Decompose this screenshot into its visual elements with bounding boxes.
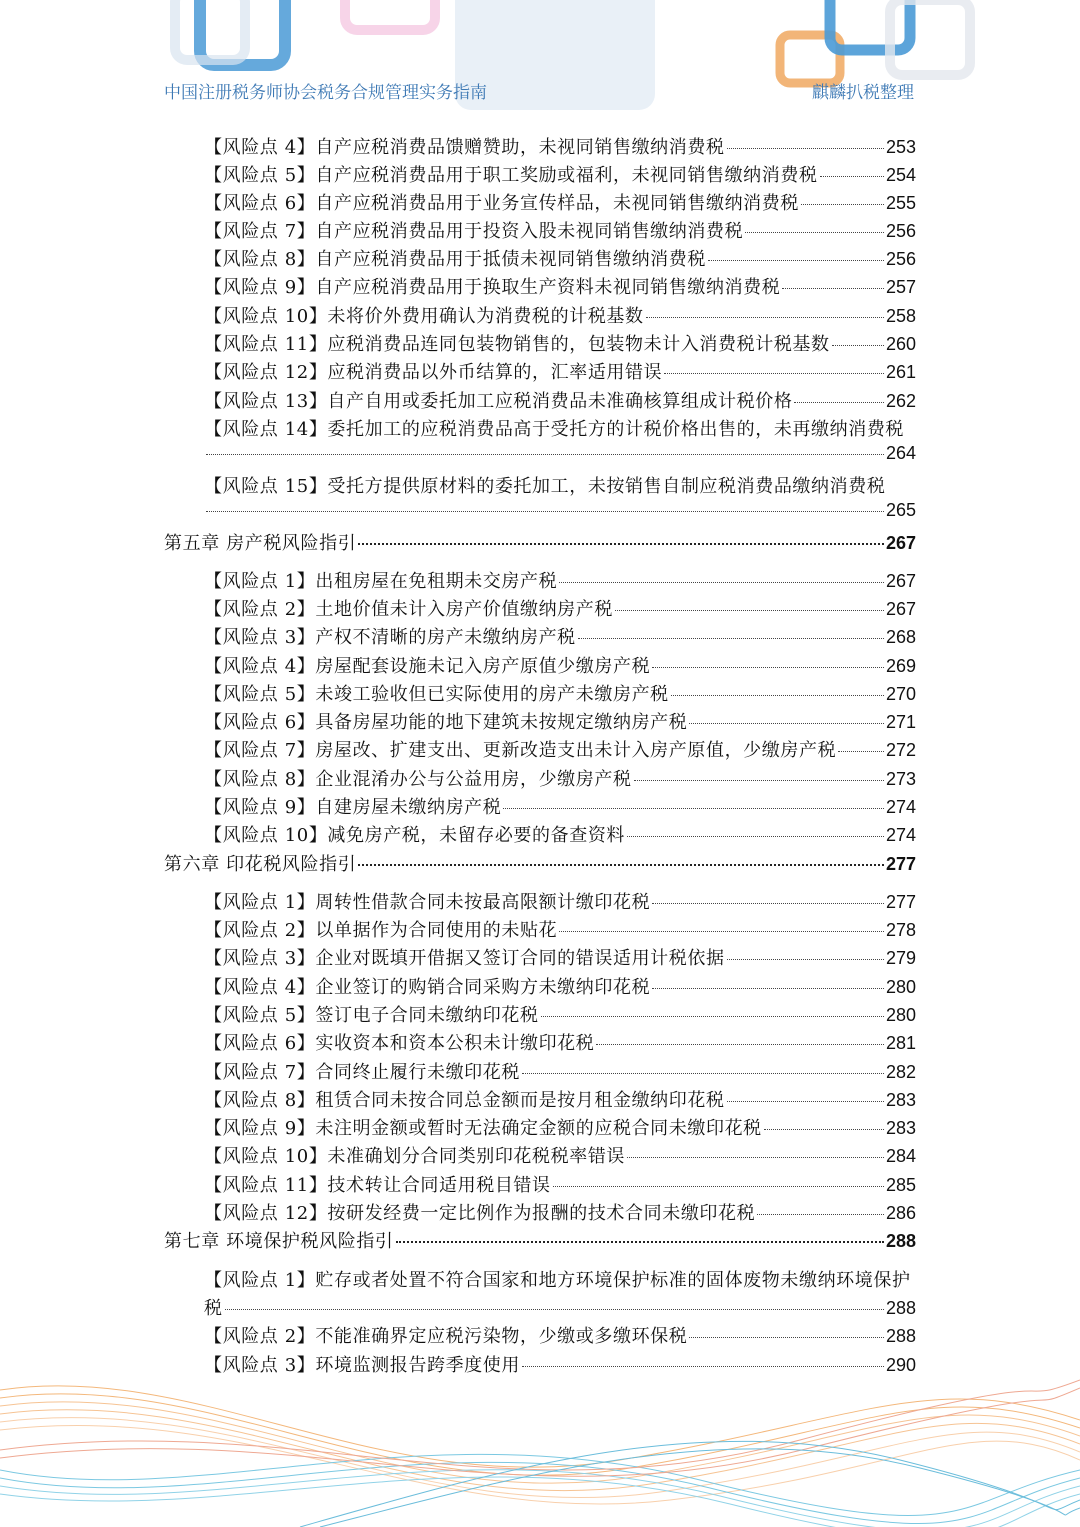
leader-dots: [358, 543, 884, 545]
header-left-title: 中国注册税务师协会税务合规管理实务指南: [164, 83, 487, 103]
toc-entry-label: 【风险点 7】房屋改、扩建支出、更新改造支出未计入房产原值，少缴房产税: [204, 740, 837, 761]
leader-dots: [652, 988, 884, 989]
leader-dots: [664, 373, 884, 374]
toc-entry-page: 279: [885, 948, 916, 968]
toc-entry-page: 281: [885, 1033, 916, 1053]
toc-entry-label: 【风险点 4】房屋配套设施未记入房产原值少缴房产税: [204, 656, 651, 677]
toc-entry[interactable]: [204, 1171, 916, 1197]
toc-entry-page: 277: [885, 892, 916, 912]
toc-entry-label: 【风险点 10】减免房产税，未留存必要的备查资料: [204, 825, 626, 846]
toc-entry-page: 262: [885, 391, 916, 411]
leader-dots: [553, 1186, 884, 1187]
toc-entry-label: 【风险点 3】环境监测报告跨季度使用: [204, 1355, 520, 1376]
toc-entry-page: 257: [885, 277, 916, 297]
toc-entry[interactable]: [204, 1086, 916, 1112]
chapter-label: 第六章 印花税风险指引: [164, 854, 357, 875]
leader-dots: [646, 317, 884, 318]
toc-entry-page: 269: [885, 656, 916, 676]
leader-dots: [206, 511, 884, 512]
toc-entry-label: 【风险点 5】自产应税消费品用于职工奖励或福利，未视同销售缴纳消费税: [204, 165, 818, 186]
leader-dots: [794, 402, 884, 403]
toc-entry-label: 【风险点 1】出租房屋在免租期未交房产税: [204, 571, 558, 592]
toc-entry-label[interactable]: 【风险点 1】贮存或者处置不符合国家和地方环境保护标准的固体废物未缴纳环境保护: [204, 1270, 911, 1291]
toc-entry-label: 【风险点 7】自产应税消费品用于投资入股未视同销售缴纳消费税: [204, 221, 744, 242]
toc-entry-page: 264: [885, 443, 916, 463]
toc-entry[interactable]: [204, 133, 916, 159]
toc-entry[interactable]: [204, 567, 916, 593]
toc-entry-label: 【风险点 10】未将价外费用确认为消费税的计税基数: [204, 306, 644, 327]
toc-chapter-5[interactable]: [164, 529, 916, 555]
toc-entry-page: 261: [885, 362, 916, 382]
leader-dots: [757, 1214, 884, 1215]
toc-entry-label: 【风险点 13】自产自用或委托加工应税消费品未准确核算组成计税价格: [204, 391, 793, 412]
leader-dots: [206, 454, 884, 455]
toc-entry-label[interactable]: 【风险点 15】受托方提供原材料的委托加工，未按销售自制应税消费品缴纳消费税: [204, 476, 886, 497]
toc-entry[interactable]: [204, 358, 916, 384]
header-right-title: 麒麟扒税整理: [812, 83, 914, 103]
leader-dots: [764, 1129, 884, 1130]
toc-entry-page: 268: [885, 627, 916, 647]
chapter-label: 第五章 房产税风险指引: [164, 533, 357, 554]
toc-entry-page: 282: [885, 1062, 916, 1082]
leader-dots: [689, 723, 884, 724]
toc-entry-label: 【风险点 12】应税消费品以外币结算的，汇率适用错误: [204, 362, 663, 383]
toc-entry-label: 【风险点 3】产权不清晰的房产未缴纳房产税: [204, 627, 576, 648]
toc-entry-label: 【风险点 9】自产应税消费品用于换取生产资料未视同销售缴纳消费税: [204, 277, 781, 298]
toc-entry[interactable]: [204, 623, 916, 649]
leader-dots: [559, 931, 884, 932]
toc-entry-page: 271: [885, 712, 916, 732]
leader-dots: [358, 864, 884, 866]
toc-entry[interactable]: [204, 245, 916, 271]
chapter-page: 267: [885, 533, 916, 553]
toc-entry-page: 283: [885, 1118, 916, 1138]
toc-entry[interactable]: [204, 1114, 916, 1140]
leader-dots: [541, 1016, 884, 1017]
toc-entry-page: 260: [885, 334, 916, 354]
toc-entry[interactable]: [204, 765, 916, 791]
toc-entry[interactable]: [204, 973, 916, 999]
toc-entry[interactable]: [204, 708, 916, 734]
toc-entry-label: 【风险点 9】未注明金额或暂时无法确定金额的应税合同未缴印花税: [204, 1118, 762, 1139]
toc-entry[interactable]: [204, 916, 916, 942]
toc-entry[interactable]: [204, 1322, 916, 1348]
leader-dots: [745, 232, 884, 233]
toc-entry-page: 256: [885, 249, 916, 269]
header-decoration: [0, 0, 1080, 130]
toc-entry-page: 267: [885, 599, 916, 619]
leader-dots: [503, 808, 884, 809]
toc-entry[interactable]: [204, 736, 916, 762]
leader-dots: [727, 1101, 884, 1102]
toc-entry-label: 【风险点 2】不能准确界定应税污染物，少缴或多缴环保税: [204, 1326, 688, 1347]
leader-dots: [627, 836, 884, 837]
toc-entry-page: 274: [885, 797, 916, 817]
toc-entry-label: 【风险点 8】租赁合同未按合同总金额而是按月租金缴纳印花税: [204, 1090, 725, 1111]
toc-entry-continuation[interactable]: [204, 443, 916, 464]
toc-entry-label: 【风险点 5】签订电子合同未缴纳印花税: [204, 1005, 539, 1026]
toc-entry-page: 272: [885, 740, 916, 760]
leader-dots: [225, 1309, 884, 1310]
toc-entry-label: 【风险点 2】土地价值未计入房产价值缴纳房产税: [204, 599, 613, 620]
toc-entry[interactable]: [204, 821, 916, 847]
leader-dots: [832, 345, 884, 346]
toc-chapter-7[interactable]: [164, 1227, 916, 1253]
toc-entry-label-tail: 税: [204, 1298, 223, 1319]
toc-entry-page: 283: [885, 1090, 916, 1110]
leader-dots: [801, 204, 884, 205]
toc-entry-page: 288: [885, 1326, 916, 1346]
toc-entry[interactable]: [204, 330, 916, 356]
toc-entry-label: 【风险点 2】以单据作为合同使用的未贴花: [204, 920, 558, 941]
leader-dots: [634, 780, 884, 781]
toc-entry-page: 278: [885, 920, 916, 940]
toc-entry[interactable]: [204, 1001, 916, 1027]
toc-entry-page: 265: [885, 500, 916, 520]
toc-entry-page: 256: [885, 221, 916, 241]
toc-entry-page: 280: [885, 1005, 916, 1025]
toc-entry-page: 284: [885, 1146, 916, 1166]
toc-entry-page: 267: [885, 571, 916, 591]
toc-entry[interactable]: [204, 273, 916, 299]
toc-entry-continuation[interactable]: [204, 1294, 916, 1320]
toc-entry-label: 【风险点 4】自产应税消费品馈赠赞助，未视同销售缴纳消费税: [204, 137, 725, 158]
toc-entry[interactable]: [204, 1058, 916, 1084]
toc-entry-page: 280: [885, 977, 916, 997]
toc-entry-page: 254: [885, 165, 916, 185]
chapter-page: 277: [885, 854, 916, 874]
toc-entry-label: 【风险点 3】企业对既填开借据又签订合同的错误适用计税依据: [204, 948, 725, 969]
toc-entry[interactable]: [204, 387, 916, 413]
leader-dots: [689, 1337, 884, 1338]
toc-entry-label: 【风险点 8】企业混淆办公与公益用房，少缴房产税: [204, 769, 632, 790]
toc-entry-label: 【风险点 5】未竣工验收但已实际使用的房产未缴房产税: [204, 684, 669, 705]
leader-dots: [652, 903, 884, 904]
toc-entry-label: 【风险点 12】按研发经费一定比例作为报酬的技术合同未缴印花税: [204, 1203, 756, 1224]
leader-dots: [708, 260, 884, 261]
leader-dots: [596, 1044, 884, 1045]
toc-entry-label: 【风险点 11】技术转让合同适用税目错误: [204, 1175, 551, 1196]
leader-dots: [727, 148, 884, 149]
toc-entry[interactable]: [204, 161, 916, 187]
toc-entry-page: 274: [885, 825, 916, 845]
leader-dots: [652, 667, 884, 668]
chapter-page: 288: [885, 1231, 916, 1251]
leader-dots: [782, 288, 884, 289]
leader-dots: [727, 959, 884, 960]
toc-entry-label[interactable]: 【风险点 14】委托加工的应税消费品高于受托方的计税价格出售的，未再缴纳消费税: [204, 419, 905, 440]
toc-entry-page: 286: [885, 1203, 916, 1223]
leader-dots: [820, 176, 884, 177]
toc-entry-label: 【风险点 9】自建房屋未缴纳房产税: [204, 797, 502, 818]
toc-entry-page: 253: [885, 137, 916, 157]
toc-entry-label: 【风险点 1】周转性借款合同未按最高限额计缴印花税: [204, 892, 651, 913]
toc-entry[interactable]: [204, 793, 916, 819]
toc-entry-page: 288: [885, 1298, 916, 1318]
toc-entry[interactable]: [204, 595, 916, 621]
leader-dots: [522, 1073, 884, 1074]
toc-entry[interactable]: [204, 1029, 916, 1055]
toc-entry-label: 【风险点 10】未准确划分合同类别印花税税率错误: [204, 1146, 626, 1167]
toc-entry[interactable]: [204, 1142, 916, 1168]
toc-entry-label: 【风险点 4】企业签订的购销合同采购方未缴纳印花税: [204, 977, 651, 998]
chapter-label: 第七章 环境保护税风险指引: [164, 1231, 394, 1252]
leader-dots: [838, 751, 884, 752]
toc-entry-label: 【风险点 6】自产应税消费品用于业务宣传样品，未视同销售缴纳消费税: [204, 193, 799, 214]
toc-entry[interactable]: [204, 888, 916, 914]
toc-entry[interactable]: [204, 217, 916, 243]
toc-entry-page: 270: [885, 684, 916, 704]
toc-entry[interactable]: [204, 1199, 916, 1225]
toc-entry-label: 【风险点 6】实收资本和资本公积未计缴印花税: [204, 1033, 595, 1054]
toc-entry-label: 【风险点 8】自产应税消费品用于抵债未视同销售缴纳消费税: [204, 249, 706, 270]
toc-entry-page: 290: [885, 1355, 916, 1375]
toc-entry[interactable]: [204, 680, 916, 706]
toc-entry-page: 273: [885, 769, 916, 789]
toc-entry-continuation[interactable]: [204, 500, 916, 521]
toc-entry-page: 258: [885, 306, 916, 326]
toc-entry-page: 285: [885, 1175, 916, 1195]
leader-dots: [578, 638, 884, 639]
footer-wave-decoration: [0, 1350, 1080, 1527]
leader-dots: [671, 695, 884, 696]
toc-chapter-6[interactable]: [164, 850, 916, 876]
leader-dots: [615, 610, 884, 611]
toc-entry[interactable]: [204, 944, 916, 970]
toc-entry-page: 255: [885, 193, 916, 213]
leader-dots: [627, 1157, 884, 1158]
leader-dots: [396, 1241, 884, 1243]
toc-entry-label: 【风险点 6】具备房屋功能的地下建筑未按规定缴纳房产税: [204, 712, 688, 733]
toc-entry-label: 【风险点 11】应税消费品连同包装物销售的，包装物未计入消费税计税基数: [204, 334, 830, 355]
toc-entry[interactable]: [204, 302, 916, 328]
toc-entry[interactable]: [204, 189, 916, 215]
leader-dots: [559, 582, 884, 583]
toc-entry-label: 【风险点 7】合同终止履行未缴印花税: [204, 1062, 520, 1083]
toc-entry[interactable]: [204, 652, 916, 678]
